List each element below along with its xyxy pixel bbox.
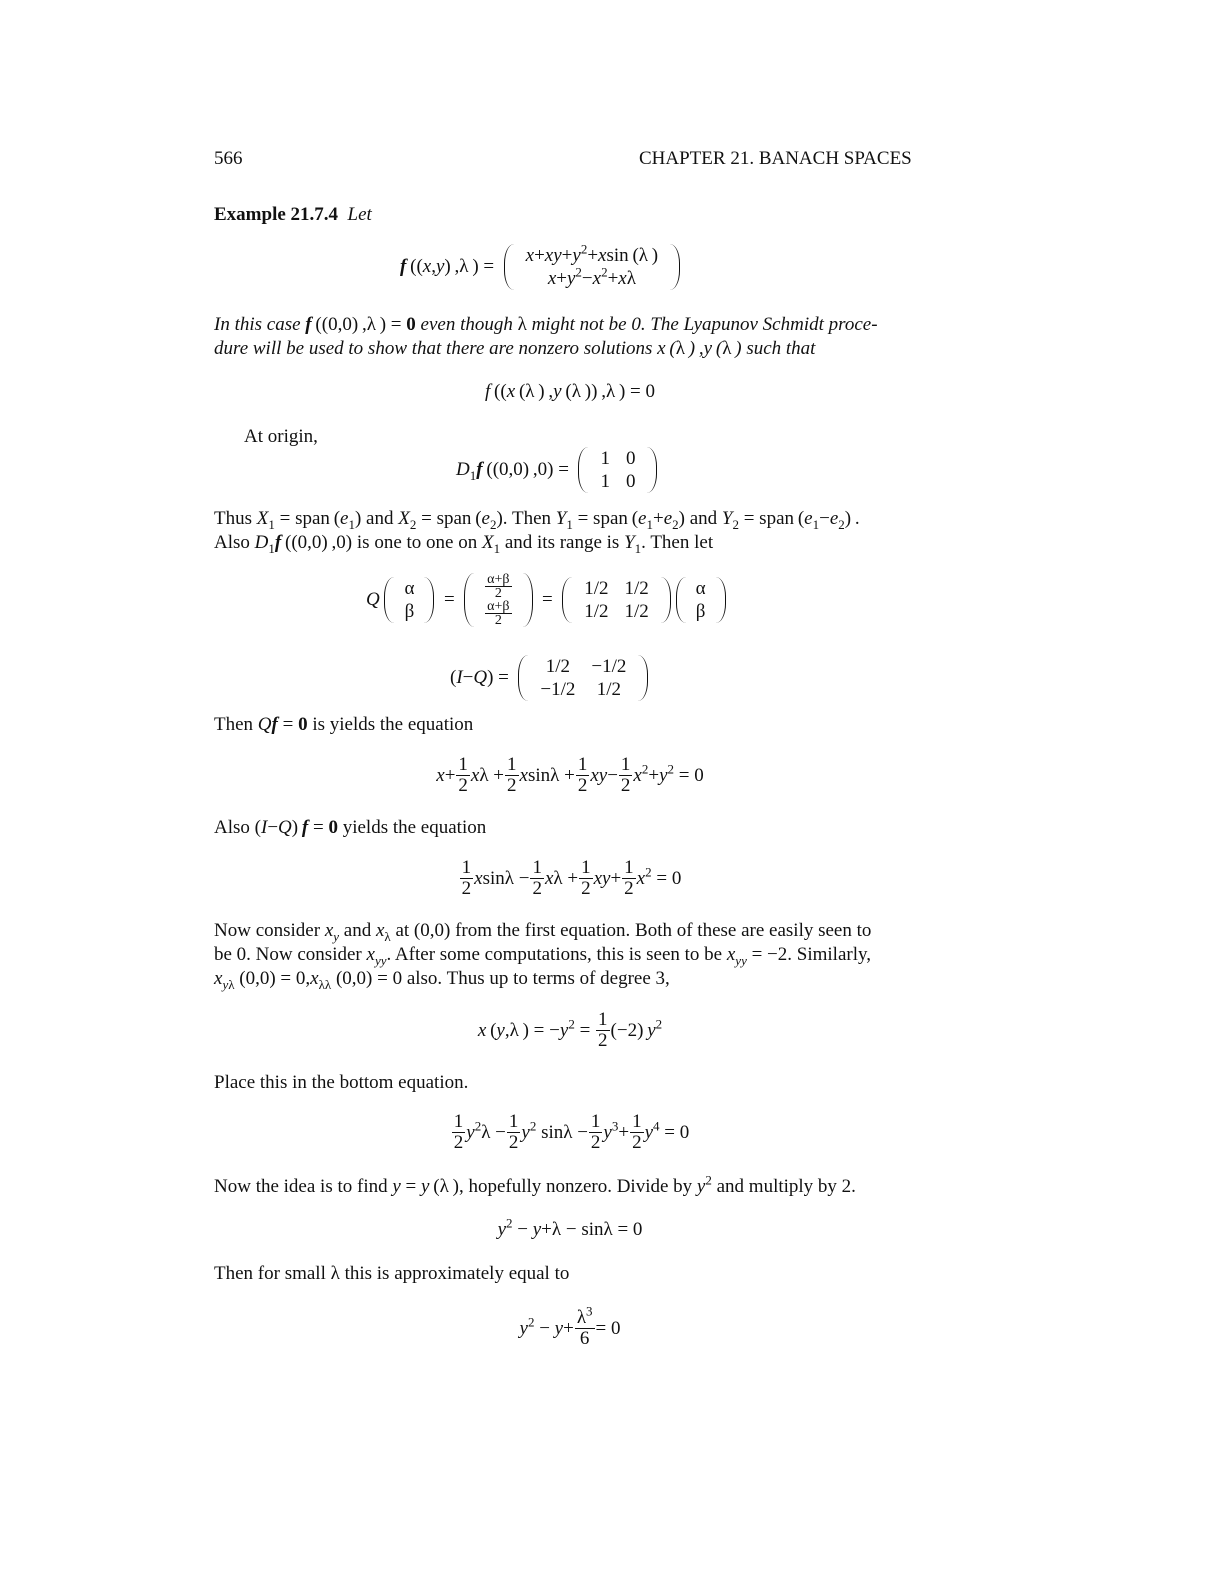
example-heading	[214, 204, 372, 226]
equation-first: x+ $\frac{1}{2}$ xλ + $\frac{1}{2}$ xsinλ + $\frac{1}{2}$ xy− $\frac{1}{2}$ $x^2+y^2 = 0$	[436, 754, 704, 796]
paragraph-place: Place this in the bottom equation.	[214, 1072, 469, 1093]
paragraph-case: In this case f ((0,0) ,λ ) = 0 even though λ might not be 0. The Lyapunov Schmidt proce-	[214, 314, 878, 335]
example-intro: Let	[347, 204, 372, 225]
equation-derivative: $D_1f$ ((0,0) ,0) = 1 0 1 0	[456, 447, 657, 493]
paragraph-spans-line2: Also $D_1f$ ((0,0) ,0) is one to one on $X_1$ and its range is $Y_1$. Then let	[214, 532, 714, 556]
equation-approx: $y^2 - y+$ $\frac{\lambda^3}{6}$ = 0	[519, 1303, 621, 1349]
matrix-d1f: 1 0 1 0	[578, 447, 657, 493]
paragraph-iqf: Also (I−Q) f = 0 yields the equation	[214, 817, 487, 838]
vector-f: $x+xy+y^2+xsin$ (λ ) $x+y^2-x^2+x\lambda$	[504, 244, 681, 290]
paragraph-idea: Now the idea is to find y = y (λ ), hopefully nonzero. Divide by $y^2$ and multiply by 2.	[214, 1172, 856, 1197]
paragraph-now-consider-line3: $x_{y\lambda}$ $(0,0) = 0,x_{\lambda\lambda}$ (0,0) = 0 also. Thus up to terms of degree 3,	[214, 968, 670, 992]
equation-q: Q α β = $\frac{\alpha+\beta}{2}$ $\frac{\alpha+\beta}{2}$ = 1/2 1/2 1/2 1/2 α β	[366, 573, 726, 627]
example-label: Example 21.7.4	[214, 204, 339, 225]
equation-solution: f ((x (λ ) ,y (λ )) ,λ ) = 0	[484, 381, 656, 402]
equation-x-approx: x (y,λ ) = $-y^2$ = $\frac{1}{2}$ (−2) $y^2$	[477, 1009, 663, 1051]
running-head: CHAPTER 21. BANACH SPACES	[639, 148, 912, 169]
equation-i-minus-q: (I−Q) = 1/2 −1/2 −1/2 1/2	[450, 655, 648, 701]
paragraph-spans: Thus $X_1$ = span $(e_1)$ and $X_2$ = span $(e_2)$. Then $Y_1$ = span $(e_1+e_2)$ and $Y_2$ = span $(e_1-e_2)$ .	[214, 508, 860, 532]
page-number: 566	[214, 148, 243, 169]
paragraph-case-line2: dure will be used to show that there are nonzero solutions x (λ ) ,y (λ ) such that	[214, 338, 816, 359]
equation-bottom: $\frac{1}{2}$ $y^2\lambda$ − $\frac{1}{2}$ $y^2$ sinλ − $\frac{1}{2}$ $y^3+$ $\frac{1}{2}$ $y^4 = 0$	[453, 1111, 690, 1153]
paragraph-now-consider: Now consider $x_y$ and $x_\lambda$ at (0,0) from the first equation. Both of these are easily seen to	[214, 920, 872, 944]
paragraph-small: Then for small λ this is approximately equal to	[214, 1263, 570, 1284]
equation-reduced: $y^2 - y+\lambda - \sin\lambda = 0$	[497, 1215, 643, 1240]
equation-second: $\frac{1}{2}$ xsinλ − $\frac{1}{2}$ xλ + $\frac{1}{2}$ xy+ $\frac{1}{2}$ $x^2 = 0$	[461, 857, 682, 899]
equation-f-definition: f ((x,y) ,λ ) = $x+xy+y^2+xsin$ (λ ) $x+y^2-x^2+x\lambda$	[400, 244, 680, 290]
paragraph-qf: Then Qf = 0 is yields the equation	[214, 714, 474, 735]
at-origin-text: At origin,	[244, 426, 318, 447]
paragraph-now-consider-line2: be 0. Now consider $x_{yy}$. After some computations, this is seen to be $x_{yy} = -2$. Similarly,	[214, 944, 872, 968]
